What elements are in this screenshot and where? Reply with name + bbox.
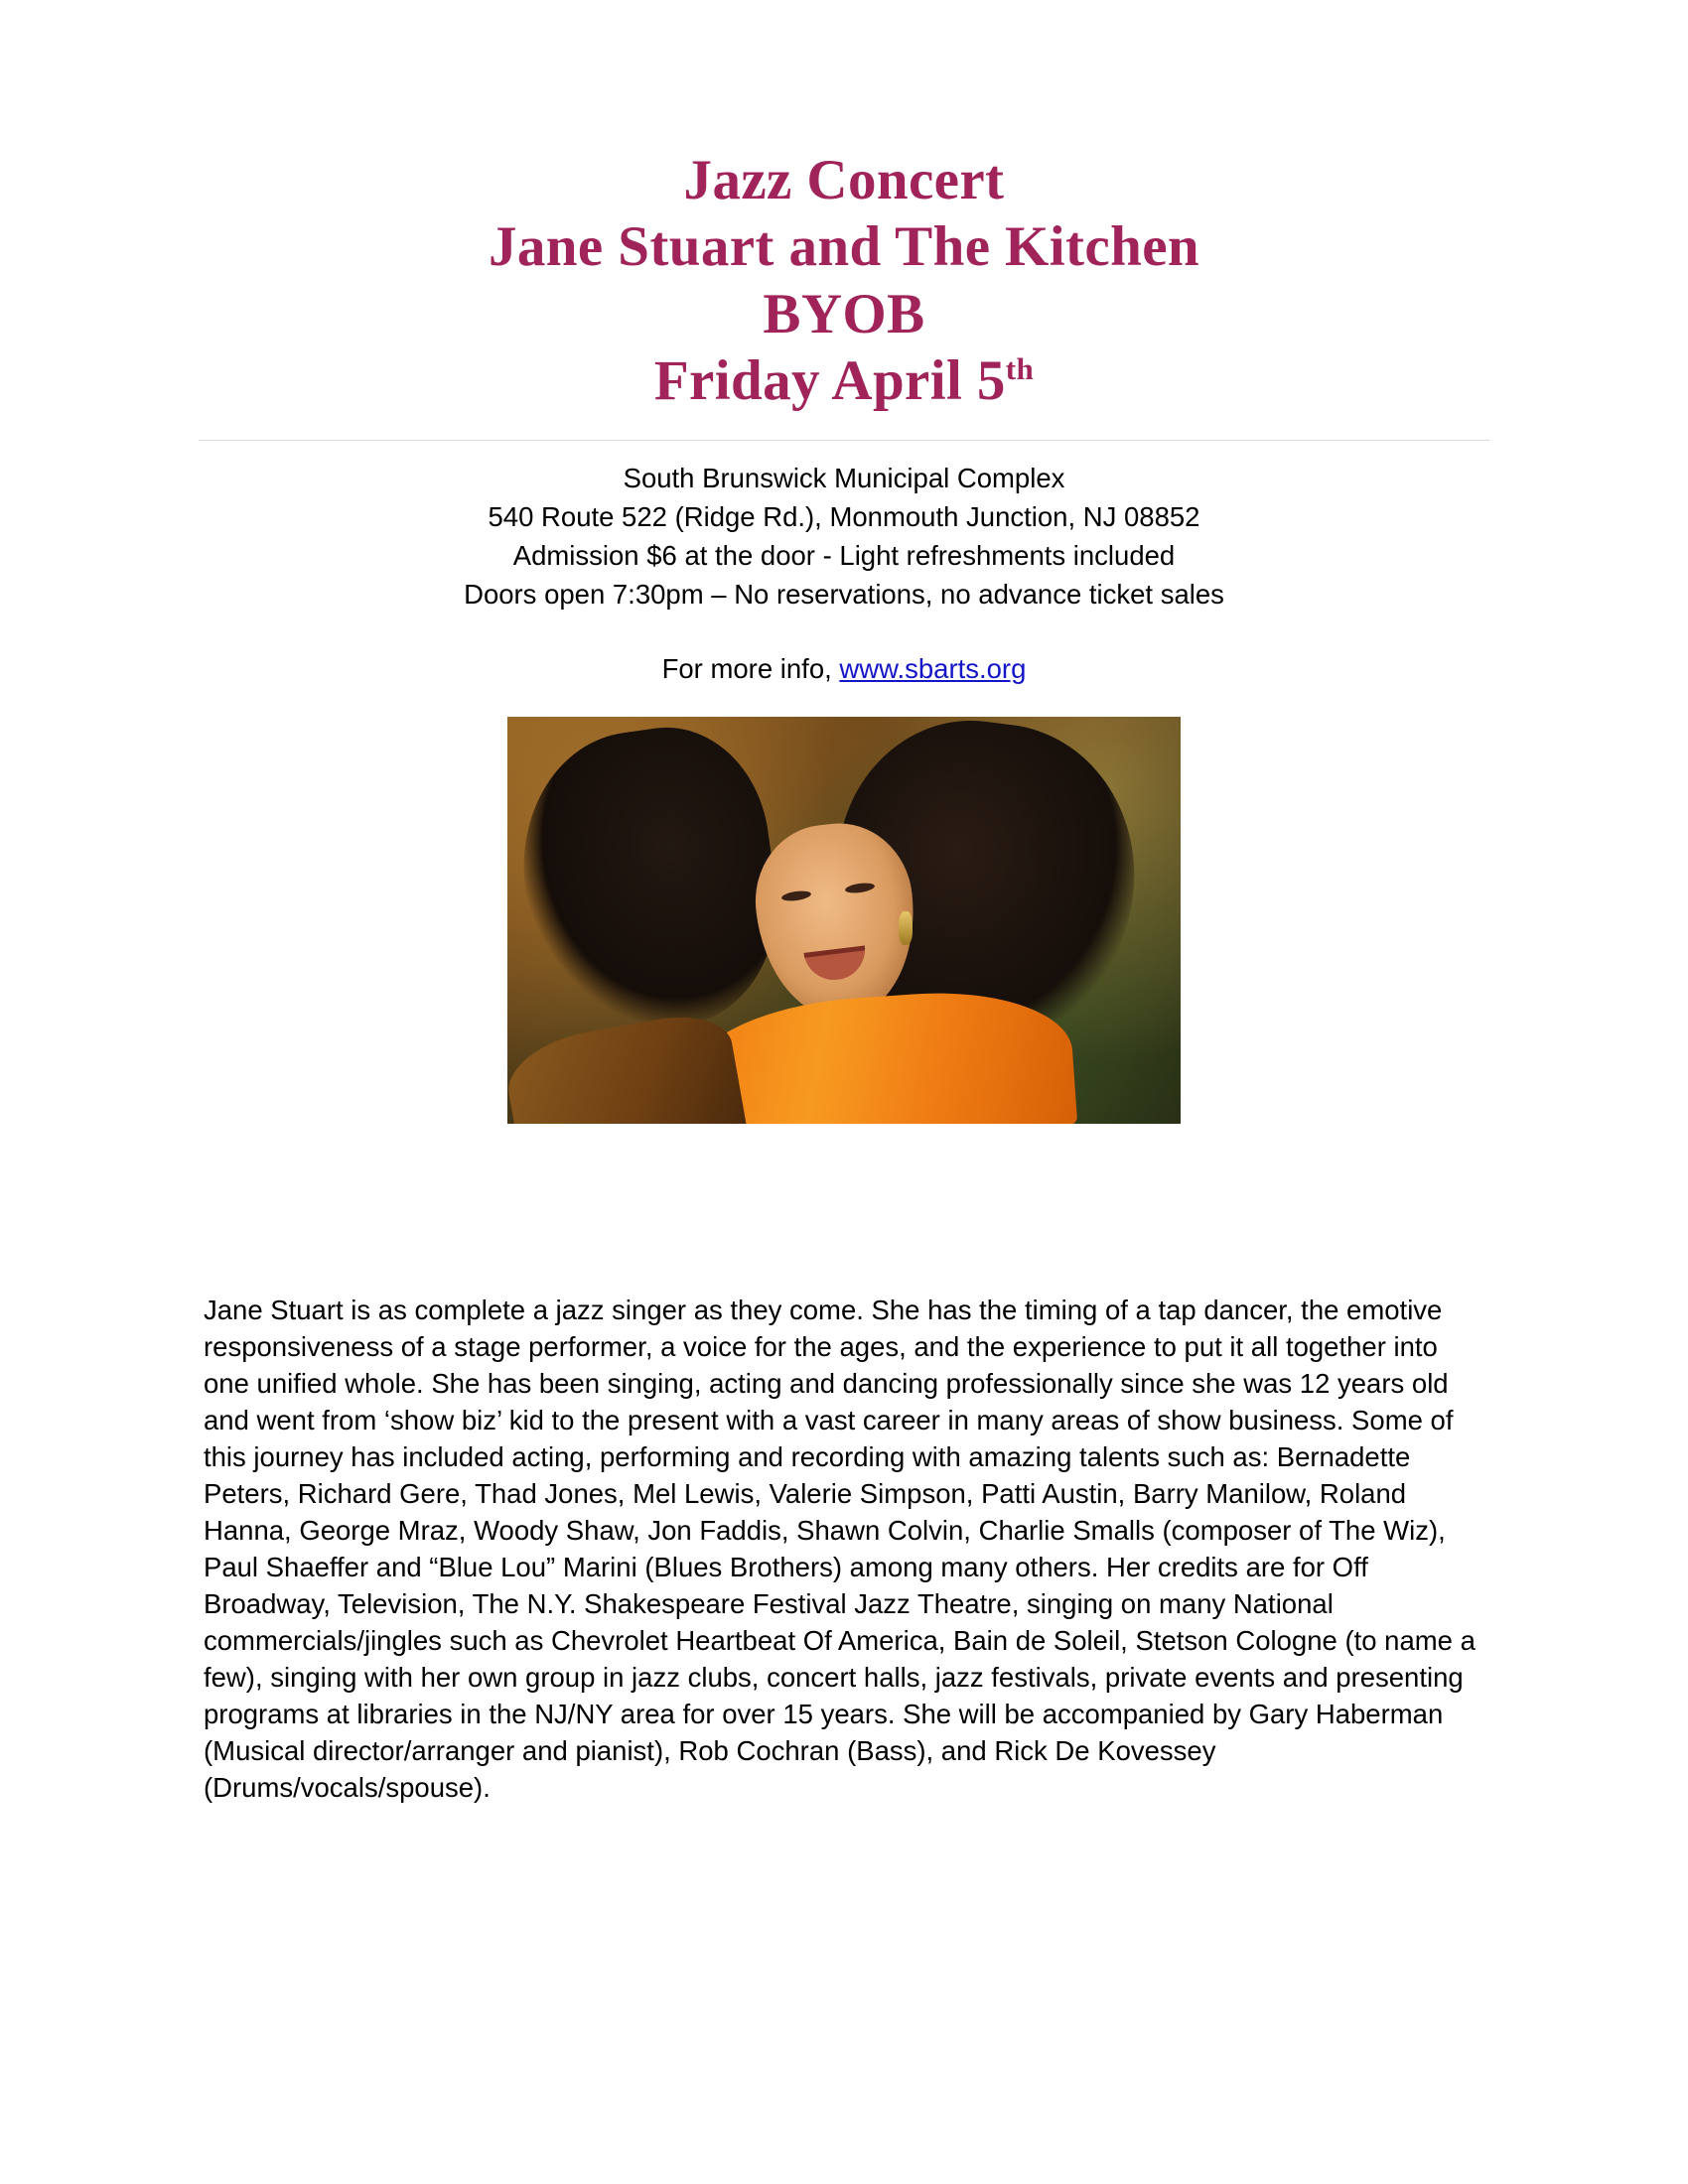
title-line-1: Jazz Concert: [683, 149, 1005, 211]
venue-info-block: [0, 459, 1688, 614]
more-info-line: [0, 653, 1688, 685]
date-text: Friday April 5: [653, 348, 1006, 412]
performer-photo-wrap: [507, 717, 1181, 1124]
photo-earring: [899, 911, 913, 945]
performer-photo: [507, 717, 1181, 1124]
more-info-prefix: For more info,: [661, 653, 840, 685]
venue-line-admission: Admission $6 at the door - Light refreshments included: [512, 540, 1176, 572]
title-date-line: [0, 347, 1688, 414]
flyer-title-block: [0, 0, 1688, 414]
title-line-2: Jane Stuart and The Kitchen: [488, 215, 1199, 279]
venue-line-name: South Brunswick Municipal Complex: [623, 463, 1065, 493]
venue-line-address: 540 Route 522 (Ridge Rd.), Monmouth Junction, NJ 08852: [488, 501, 1200, 533]
venue-line-doors: Doors open 7:30pm – No reservations, no advance ticket sales: [464, 579, 1224, 611]
date-ordinal-suffix: th: [1005, 350, 1035, 386]
performer-bio: Jane Stuart is as complete a jazz singer as they come. She has the timing of a tap dancer, the emotive responsiveness of a stage performer, a voice for the ages, and the experience to put it all together into one unified whole. She has been singing, acting and dancing professionally since she was 12 years old and went from ‘show biz’ kid to the present with a vast career in many areas of show business. Some of this journey has included acting, performing and recording with amazing talents such as: Bernadette Peters, Richard Gere, Thad Jones, Mel Lewis, Valerie Simpson, Patti Austin, Barry Manilow, Roland Hanna, George Mraz, Woody Shaw, Jon Faddis, Shawn Colvin, Charlie Smalls (composer of The Wiz), Paul Shaeffer and “Blue Lou” Marini (Blues Brothers) among many others. Her credits are for Off Broadway, Television, The N.Y. Shakespeare Festival Jazz Theatre, singing on many National commercials/jingles such as Chevrolet Heartbeat Of America, Bain de Soleil, Stetson Cologne (to name a few), singing with her own group in jazz clubs, concert halls, jazz festivals, private events and presenting programs at libraries in the NJ/NY area for over 15 years. She will be accompanied by Gary Haberman (Musical director/arranger and pianist), Rob Cochran (Bass), and Rick De Kovessey (Drums/vocals/spouse).: [204, 1295, 1476, 1803]
title-line-3: BYOB: [763, 282, 925, 345]
website-link[interactable]: www.sbarts.org: [839, 653, 1027, 685]
header-divider: [199, 440, 1489, 441]
